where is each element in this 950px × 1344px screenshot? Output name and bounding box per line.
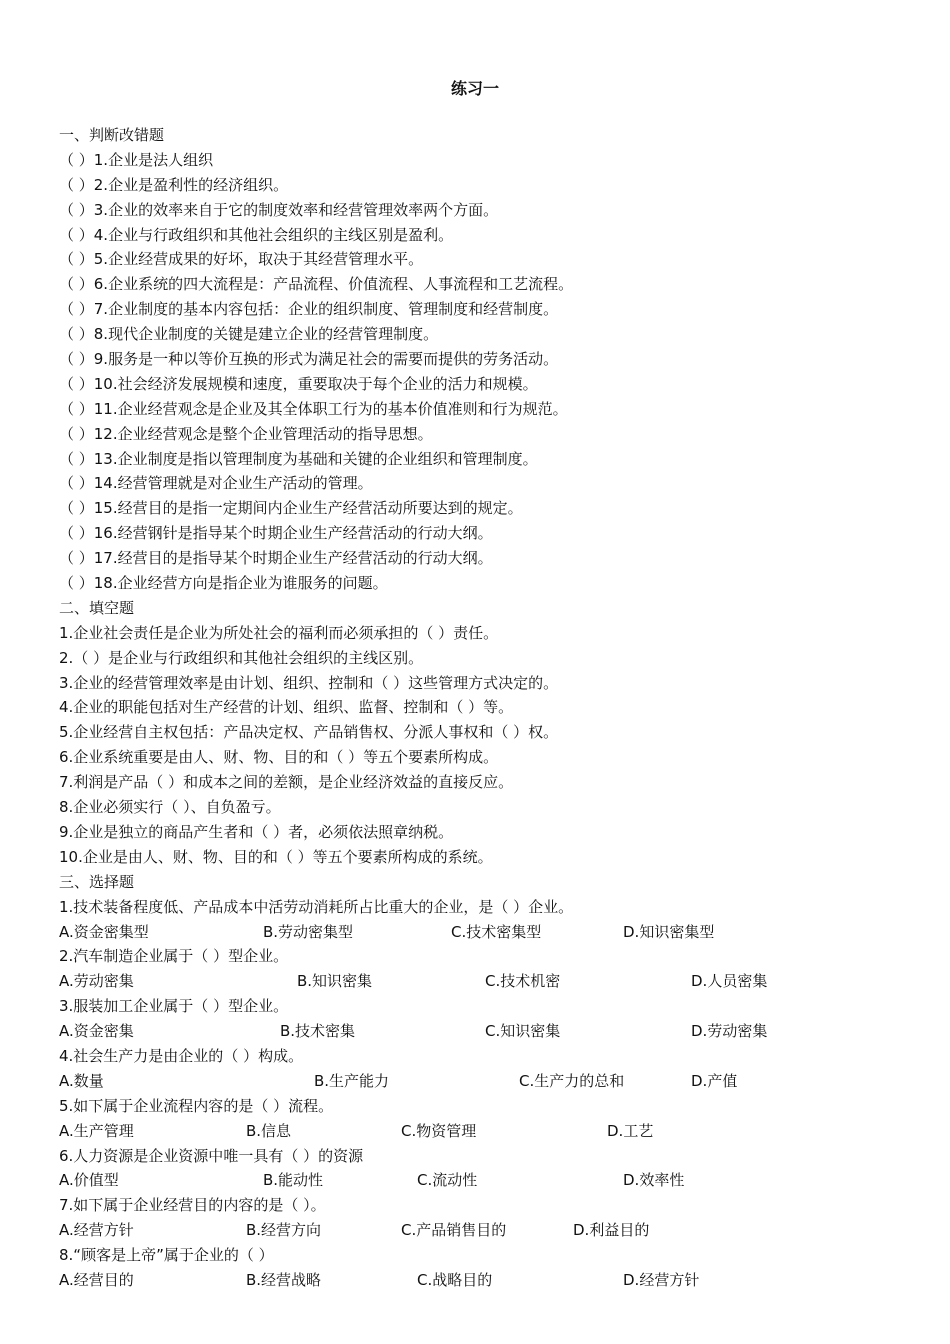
choice-options (59, 920, 919, 945)
judgment-item: （ ）14.经营管理就是对企业生产活动的管理。 (59, 474, 373, 493)
section-heading-choice: 三、选择题 (59, 872, 135, 891)
choice-options (59, 969, 919, 994)
choice-options (59, 1168, 919, 1193)
fill-item: 8.企业必须实行（ ）、自负盈亏。 (59, 798, 281, 817)
choice-option: D.知识密集型 (623, 922, 715, 941)
judgment-item: （ ）13.企业制度是指以管理制度为基础和关键的企业组织和管理制度。 (59, 449, 538, 468)
choice-question: 2.汽车制造企业属于（ ）型企业。 (59, 947, 289, 966)
judgment-item: （ ）12.企业经营观念是整个企业管理活动的指导思想。 (59, 424, 433, 443)
judgment-item: （ ）16.经营钢针是指导某个时期企业生产经营活动的行动大纲。 (59, 524, 493, 543)
choice-option: A.价值型 (59, 1171, 119, 1190)
exercise-body (59, 123, 919, 1293)
choice-option: B.信息 (246, 1121, 292, 1140)
choice-option: D.人员密集 (691, 972, 768, 991)
choice-options (59, 1119, 919, 1144)
choice-question: 8.“顾客是上帝”属于企业的（ ） (59, 1246, 274, 1265)
choice-option: C.产品销售目的 (401, 1221, 507, 1240)
choice-option: D.产值 (691, 1071, 738, 1090)
judgment-item: （ ）11.企业经营观念是企业及其全体职工行为的基本价值准则和行为规范。 (59, 399, 568, 418)
fill-item: 3.企业的经营管理效率是由计划、组织、控制和（ ）这些管理方式决定的。 (59, 673, 559, 692)
judgment-item: （ ）10.社会经济发展规模和速度，重要取决于每个企业的活力和规模。 (59, 374, 538, 393)
choice-question: 6.人力资源是企业资源中唯一具有（ ）的资源 (59, 1146, 364, 1165)
choice-options (59, 1268, 919, 1293)
choice-option: B.知识密集 (297, 972, 373, 991)
choice-options (59, 1019, 919, 1044)
judgment-item: （ ）9.服务是一种以等价互换的形式为满足社会的需要而提供的劳务活动。 (59, 350, 559, 369)
choice-option: C.技术密集型 (451, 922, 542, 941)
choice-option: B.技术密集 (280, 1022, 356, 1041)
choice-option: A.经营目的 (59, 1270, 134, 1289)
judgment-item: （ ）1.企业是法人组织 (59, 150, 214, 169)
fill-item: 10.企业是由人、财、物、目的和（ ）等五个要素所构成的系统。 (59, 847, 493, 866)
judgment-item: （ ）8.现代企业制度的关键是建立企业的经营管理制度。 (59, 325, 439, 344)
choice-option: C.技术机密 (485, 972, 561, 991)
judgment-item: （ ）5.企业经营成果的好坏，取决于其经营管理水平。 (59, 250, 424, 269)
choice-option: C.知识密集 (485, 1022, 561, 1041)
choice-option: D.经营方针 (623, 1270, 700, 1289)
fill-item: 7.利润是产品（ ）和成本之间的差额，是企业经济效益的直接反应。 (59, 773, 514, 792)
choice-question: 5.如下属于企业流程内容的是（ ）流程。 (59, 1096, 334, 1115)
choice-option: B.能动性 (263, 1171, 324, 1190)
choice-question: 1.技术装备程度低、产品成本中活劳动消耗所占比重大的企业，是（ ）企业。 (59, 897, 574, 916)
choice-option: D.劳动密集 (691, 1022, 768, 1041)
choice-option: D.利益目的 (573, 1221, 650, 1240)
choice-option: A.资金密集型 (59, 922, 149, 941)
judgment-item: （ ）15.经营目的是指一定期间内企业生产经营活动所要达到的规定。 (59, 499, 523, 518)
fill-item: 2.（ ）是企业与行政组织和其他社会组织的主线区别。 (59, 648, 424, 667)
choice-option: D.效率性 (623, 1171, 685, 1190)
choice-options (59, 1069, 919, 1094)
choice-option: B.经营方向 (246, 1221, 322, 1240)
choice-option: D.工艺 (607, 1121, 654, 1140)
choice-option: A.资金密集 (59, 1022, 134, 1041)
choice-question: 3.服装加工企业属于（ ）型企业。 (59, 997, 289, 1016)
choice-question: 7.如下属于企业经营目的内容的是（ ）。 (59, 1196, 326, 1215)
judgment-item: （ ）18.企业经营方向是指企业为谁服务的问题。 (59, 574, 388, 593)
choice-option: C.战略目的 (417, 1270, 493, 1289)
choice-option: C.生产力的总和 (519, 1071, 625, 1090)
choice-option: A.经营方针 (59, 1221, 134, 1240)
choice-option: B.生产能力 (314, 1071, 390, 1090)
fill-item: 9.企业是独立的商品产生者和（ ）者，必须依法照章纳税。 (59, 822, 454, 841)
fill-item: 1.企业社会责任是企业为所处社会的福利而必须承担的（ ）责任。 (59, 623, 499, 642)
judgment-item: （ ）17.经营目的是指导某个时期企业生产经营活动的行动大纲。 (59, 549, 493, 568)
judgment-item: （ ）7.企业制度的基本内容包括：企业的组织制度、管理制度和经营制度。 (59, 300, 559, 319)
judgment-item: （ ）2.企业是盈利性的经济组织。 (59, 175, 289, 194)
fill-item: 6.企业系统重要是由人、财、物、目的和（ ）等五个要素所构成。 (59, 748, 499, 767)
judgment-item: （ ）4.企业与行政组织和其他社会组织的主线区别是盈利。 (59, 225, 454, 244)
choice-option: A.生产管理 (59, 1121, 134, 1140)
fill-item: 5.企业经营自主权包括：产品决定权、产品销售权、分派人事权和（ ）权。 (59, 723, 559, 742)
section-heading-judgment: 一、判断改错题 (59, 126, 165, 144)
choice-options (59, 1218, 919, 1243)
judgment-item: （ ）3.企业的效率来自于它的制度效率和经营管理效率两个方面。 (59, 200, 499, 219)
judgment-item: （ ）6.企业系统的四大流程是：产品流程、价值流程、人事流程和工艺流程。 (59, 275, 574, 294)
choice-option: C.物资管理 (401, 1121, 477, 1140)
choice-option: B.经营战略 (246, 1270, 322, 1289)
section-heading-fill: 二、填空题 (59, 598, 135, 617)
choice-option: B.劳动密集型 (263, 922, 354, 941)
choice-option: A.数量 (59, 1071, 104, 1090)
page-title: 练习一 (450, 79, 499, 98)
fill-item: 4.企业的职能包括对生产经营的计划、组织、监督、控制和（ ）等。 (59, 698, 514, 717)
choice-option: A.劳动密集 (59, 972, 134, 991)
choice-option: C.流动性 (417, 1171, 478, 1190)
choice-question: 4.社会生产力是由企业的（ ）构成。 (59, 1046, 304, 1065)
